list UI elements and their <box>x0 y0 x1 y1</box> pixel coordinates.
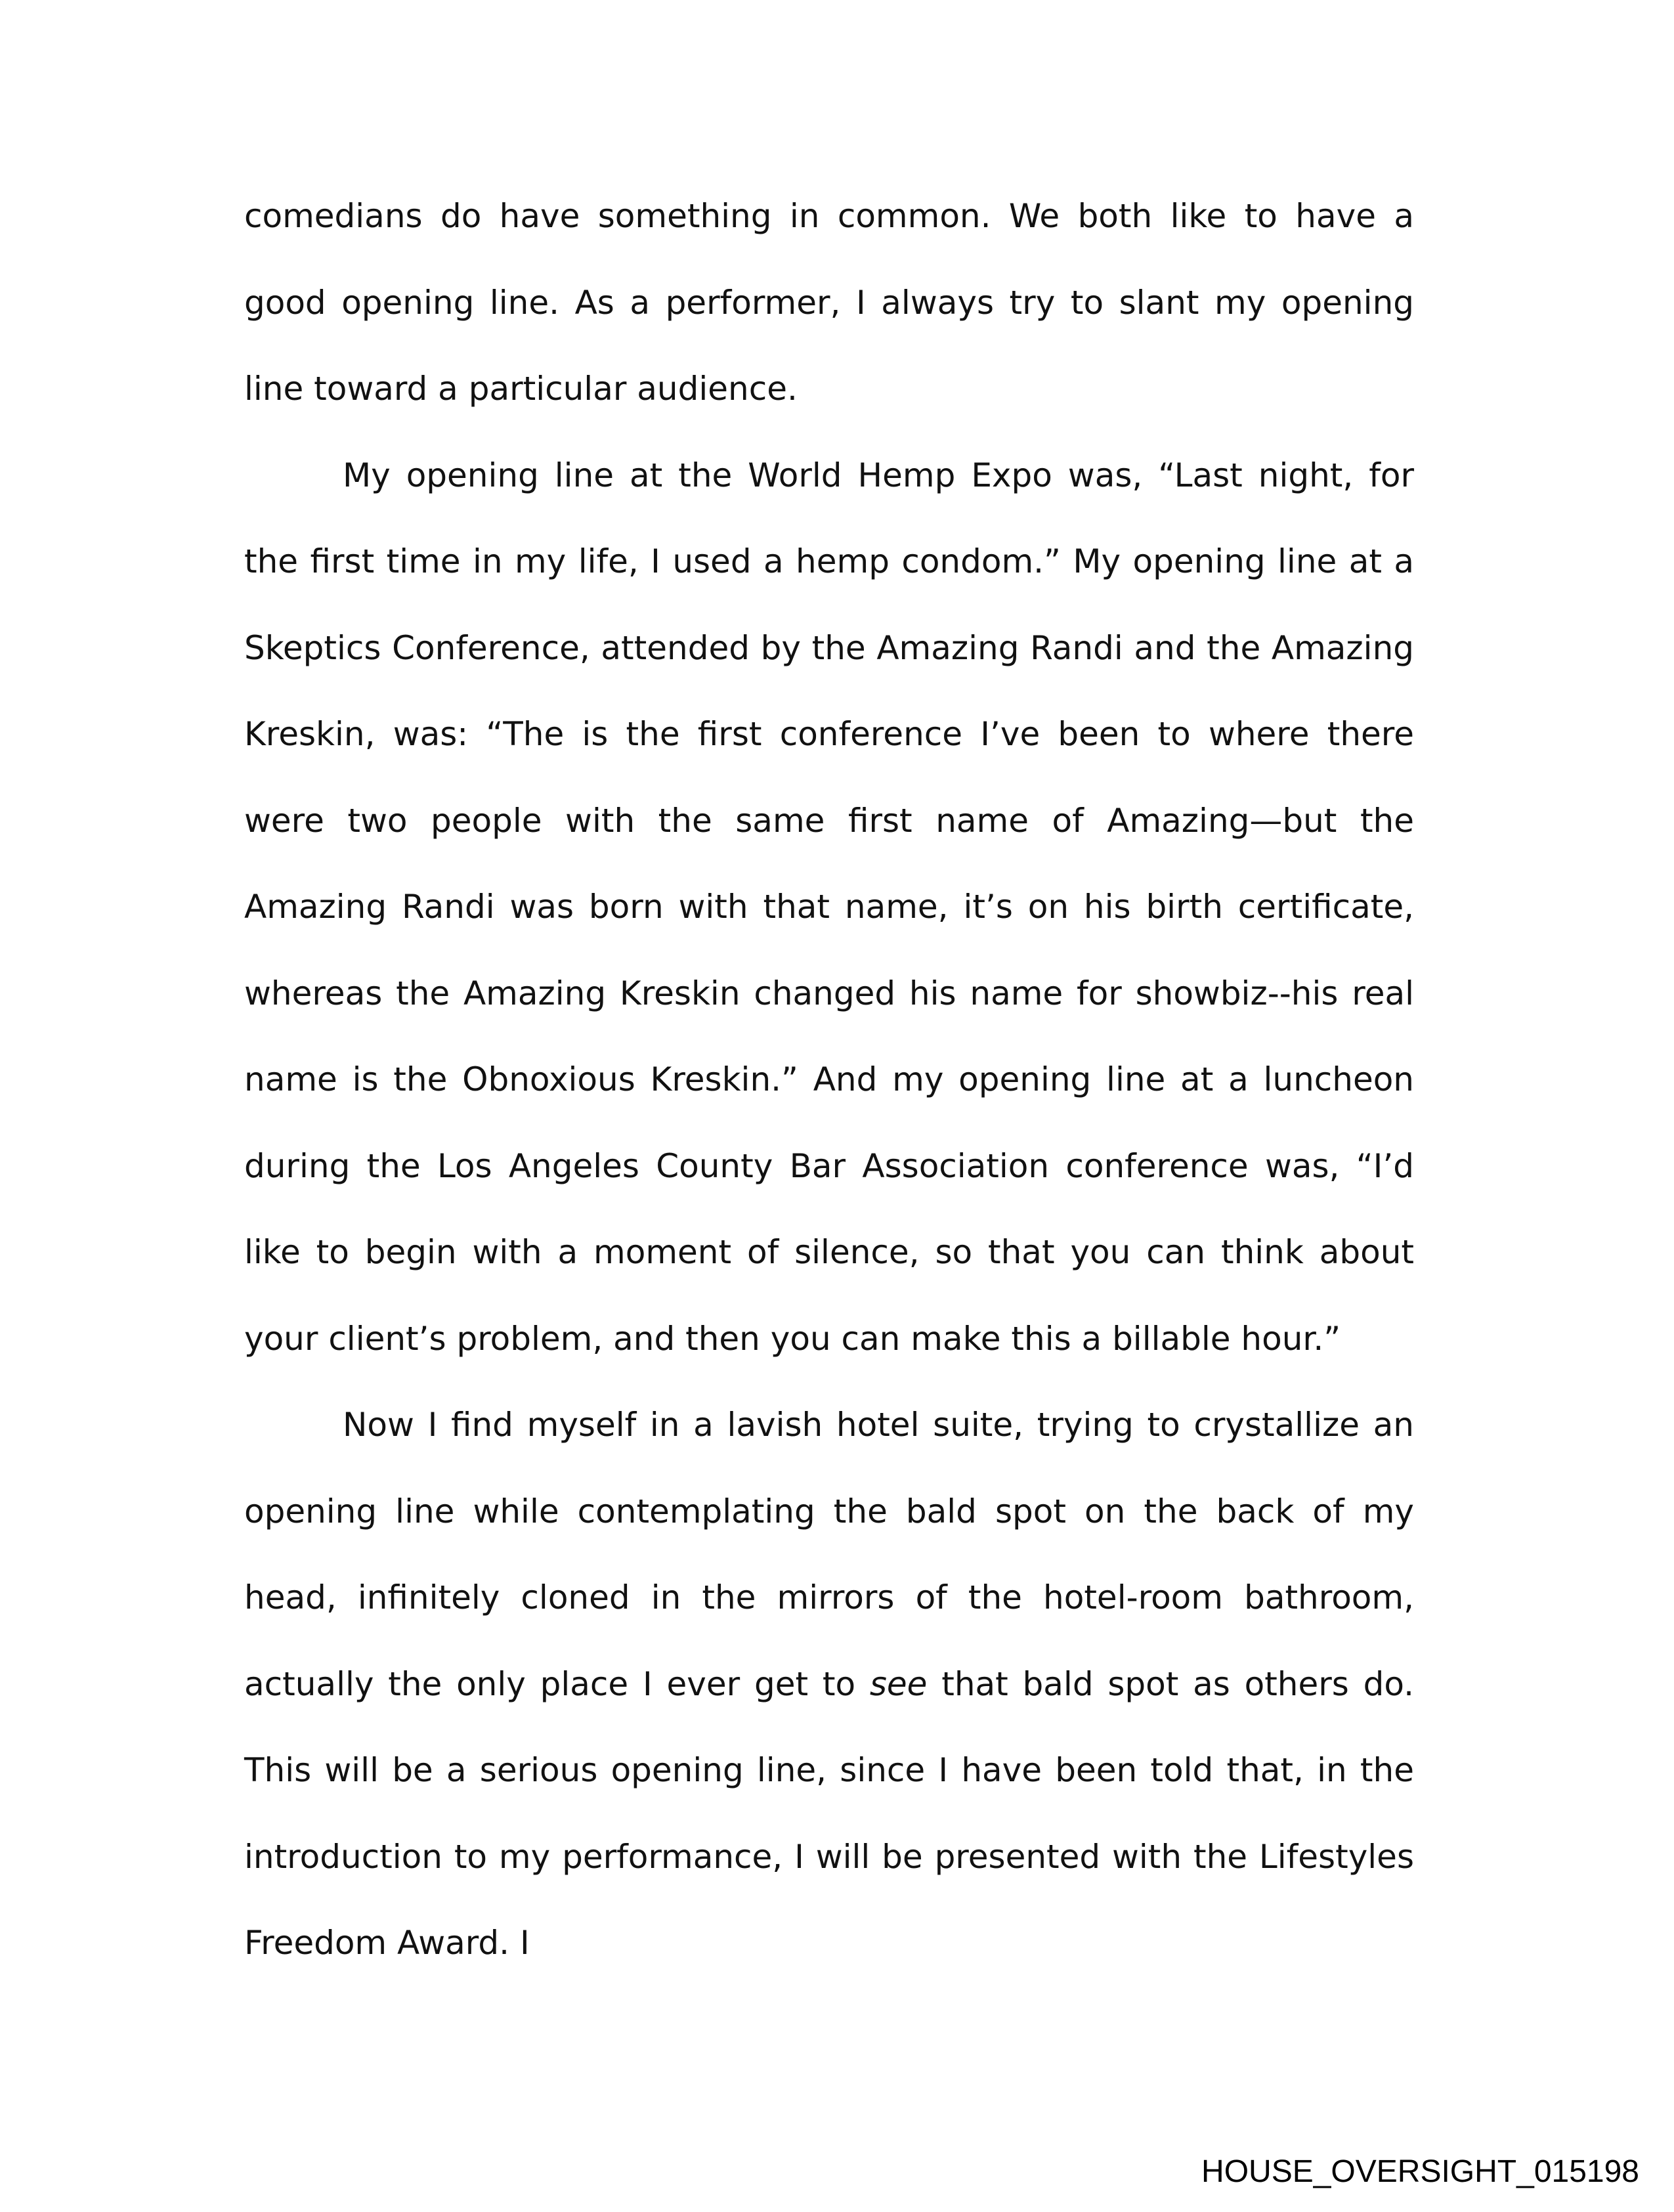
paragraph-2: My opening line at the World Hemp Expo was, “Last night, for the first time in my life, I used a hemp condom.” My opening line at a Skeptics Conference, attended by the Amazing Randi and the Amazing Kreskin, was: “The is the first conference I’ve been to where there were two people with the same first name of Amazing—but the Amazing Randi was born with that name, it’s on his birth certificate, whereas the Amazing Kreskin changed his name for showbiz--his real name is the Obnoxious Kreskin.” And my opening line at a luncheon during the Los Angeles County Bar Association conference was, “I’d like to begin with a moment of silence, so that you can think about your client’s problem, and then you can make this a billable hour.” <box>244 456 1414 1358</box>
paragraph-3 <box>244 1382 1414 1987</box>
paragraph-1: comedians do have something in common. We both like to have a good opening line. As a performer, I always try to slant my opening line toward a particular audience. <box>244 197 1414 408</box>
paragraph-3-text-after: that bald spot as others do. This will be a serious opening line, since I have been told that, in the introduction to my performance, I will be presented with the Lifestyles Freedom Award. I <box>244 1664 1414 1962</box>
body-text <box>244 173 1414 1987</box>
emphasis-see: see <box>869 1664 928 1703</box>
bates-number: HOUSE_OVERSIGHT_015198 <box>1201 2154 1639 2189</box>
paragraph-3-text-before: Now I find myself in a lavish hotel suite, trying to crystallize an opening line while contemplating the bald spot on the back of my head, infinitely cloned in the mirrors of the hotel-room bathroom, actually the only place I ever get to <box>244 1406 1414 1703</box>
